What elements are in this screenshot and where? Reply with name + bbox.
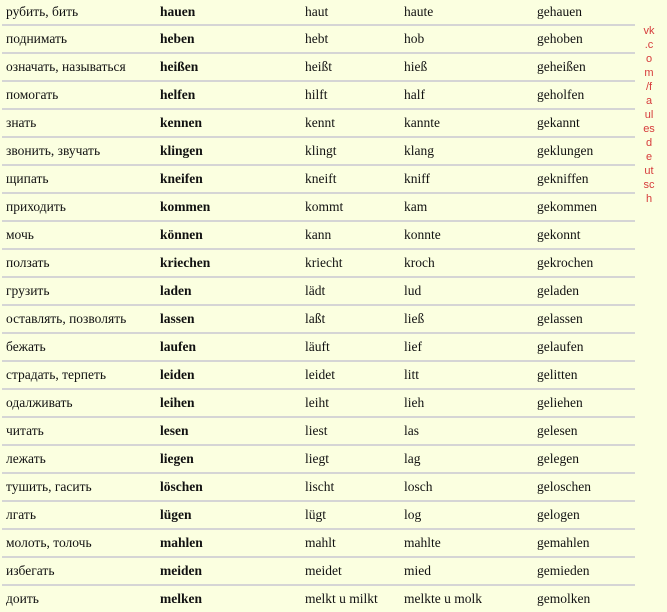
translation-cell: ползать: [2, 249, 156, 277]
present-cell: kommt: [301, 193, 400, 221]
translation-cell: лгать: [2, 501, 156, 529]
table-row: [2, 417, 635, 445]
infinitive-cell: mahlen: [156, 529, 301, 557]
translation-cell: приходить: [2, 193, 156, 221]
participle-cell: geholfen: [533, 81, 635, 109]
table-row: [2, 277, 635, 305]
present-cell: meidet: [301, 557, 400, 585]
past-cell: kam: [400, 193, 533, 221]
past-cell: kroch: [400, 249, 533, 277]
watermark-line: m: [644, 67, 654, 79]
translation-cell: лежать: [2, 445, 156, 473]
irregular-verbs-table: [2, 0, 635, 612]
infinitive-cell: heben: [156, 25, 301, 53]
infinitive-cell: laden: [156, 277, 301, 305]
watermark-line: a: [645, 95, 653, 107]
present-cell: hilft: [301, 81, 400, 109]
table-row: [2, 0, 635, 25]
translation-cell: звонить, звучать: [2, 137, 156, 165]
translation-cell: помогать: [2, 81, 156, 109]
past-cell: lief: [400, 333, 533, 361]
present-cell: leidet: [301, 361, 400, 389]
translation-cell: доить: [2, 585, 156, 612]
participle-cell: geliehen: [533, 389, 635, 417]
table-row: [2, 109, 635, 137]
present-cell: melkt u milkt: [301, 585, 400, 612]
participle-cell: gelegen: [533, 445, 635, 473]
infinitive-cell: kriechen: [156, 249, 301, 277]
past-cell: log: [400, 501, 533, 529]
participle-cell: gemahlen: [533, 529, 635, 557]
participle-cell: gelogen: [533, 501, 635, 529]
table-row: [2, 81, 635, 109]
watermark-line: ul: [644, 109, 654, 121]
participle-cell: gelaufen: [533, 333, 635, 361]
infinitive-cell: kneifen: [156, 165, 301, 193]
infinitive-cell: lügen: [156, 501, 301, 529]
present-cell: liest: [301, 417, 400, 445]
past-cell: hob: [400, 25, 533, 53]
participle-cell: gekannt: [533, 109, 635, 137]
infinitive-cell: klingen: [156, 137, 301, 165]
translation-cell: рубить, бить: [2, 0, 156, 25]
infinitive-cell: lassen: [156, 305, 301, 333]
watermark-line: h: [645, 193, 653, 205]
translation-cell: молоть, толочь: [2, 529, 156, 557]
infinitive-cell: lesen: [156, 417, 301, 445]
translation-cell: читать: [2, 417, 156, 445]
table-row: [2, 305, 635, 333]
infinitive-cell: löschen: [156, 473, 301, 501]
table-row: [2, 137, 635, 165]
participle-cell: gemolken: [533, 585, 635, 612]
present-cell: kann: [301, 221, 400, 249]
translation-cell: страдать, терпеть: [2, 361, 156, 389]
present-cell: läuft: [301, 333, 400, 361]
infinitive-cell: können: [156, 221, 301, 249]
present-cell: liegt: [301, 445, 400, 473]
past-cell: lieh: [400, 389, 533, 417]
watermark-line: sc: [643, 179, 655, 191]
participle-cell: gekommen: [533, 193, 635, 221]
past-cell: mahlte: [400, 529, 533, 557]
infinitive-cell: kommen: [156, 193, 301, 221]
table-row: [2, 333, 635, 361]
past-cell: haute: [400, 0, 533, 25]
participle-cell: geladen: [533, 277, 635, 305]
translation-cell: щипать: [2, 165, 156, 193]
infinitive-cell: kennen: [156, 109, 301, 137]
watermark-line: vk: [643, 25, 655, 37]
participle-cell: geheißen: [533, 53, 635, 81]
translation-cell: оставлять, позволять: [2, 305, 156, 333]
present-cell: heißt: [301, 53, 400, 81]
past-cell: litt: [400, 361, 533, 389]
participle-cell: gelesen: [533, 417, 635, 445]
table-row: [2, 221, 635, 249]
past-cell: kniff: [400, 165, 533, 193]
past-cell: kannte: [400, 109, 533, 137]
past-cell: mied: [400, 557, 533, 585]
table-row: [2, 53, 635, 81]
infinitive-cell: meiden: [156, 557, 301, 585]
table-row: [2, 249, 635, 277]
participle-cell: geklungen: [533, 137, 635, 165]
table-row: [2, 361, 635, 389]
past-cell: konnte: [400, 221, 533, 249]
past-cell: losch: [400, 473, 533, 501]
translation-cell: тушить, гасить: [2, 473, 156, 501]
participle-cell: gekrochen: [533, 249, 635, 277]
watermark-line: d: [645, 137, 653, 149]
table-row: [2, 389, 635, 417]
present-cell: laßt: [301, 305, 400, 333]
past-cell: lag: [400, 445, 533, 473]
watermark-line: o: [645, 53, 653, 65]
participle-cell: gelitten: [533, 361, 635, 389]
watermark-line: es: [643, 123, 655, 135]
table-row: [2, 445, 635, 473]
watermark-line: .c: [644, 39, 654, 51]
translation-cell: поднимать: [2, 25, 156, 53]
translation-cell: мочь: [2, 221, 156, 249]
table-row: [2, 473, 635, 501]
table-row: [2, 557, 635, 585]
verb-table-body: [2, 0, 635, 612]
table-row: [2, 529, 635, 557]
present-cell: hebt: [301, 25, 400, 53]
table-row: [2, 585, 635, 612]
translation-cell: означать, называться: [2, 53, 156, 81]
watermark-line: /f: [645, 81, 653, 93]
present-cell: klingt: [301, 137, 400, 165]
present-cell: lädt: [301, 277, 400, 305]
present-cell: haut: [301, 0, 400, 25]
participle-cell: gelassen: [533, 305, 635, 333]
table-row: [2, 25, 635, 53]
translation-cell: грузить: [2, 277, 156, 305]
infinitive-cell: melken: [156, 585, 301, 612]
translation-cell: избегать: [2, 557, 156, 585]
infinitive-cell: laufen: [156, 333, 301, 361]
past-cell: hieß: [400, 53, 533, 81]
infinitive-cell: hauen: [156, 0, 301, 25]
past-cell: melkte u molk: [400, 585, 533, 612]
past-cell: lud: [400, 277, 533, 305]
present-cell: kneift: [301, 165, 400, 193]
watermark-line: ut: [644, 165, 654, 177]
infinitive-cell: leihen: [156, 389, 301, 417]
participle-cell: gemieden: [533, 557, 635, 585]
vk-watermark: [641, 24, 657, 206]
translation-cell: бежать: [2, 333, 156, 361]
present-cell: kriecht: [301, 249, 400, 277]
watermark-line: e: [645, 151, 653, 163]
participle-cell: geloschen: [533, 473, 635, 501]
translation-cell: знать: [2, 109, 156, 137]
participle-cell: gekniffen: [533, 165, 635, 193]
table-row: [2, 165, 635, 193]
present-cell: mahlt: [301, 529, 400, 557]
participle-cell: gehauen: [533, 0, 635, 25]
present-cell: kennt: [301, 109, 400, 137]
infinitive-cell: liegen: [156, 445, 301, 473]
past-cell: ließ: [400, 305, 533, 333]
participle-cell: gehoben: [533, 25, 635, 53]
past-cell: half: [400, 81, 533, 109]
past-cell: las: [400, 417, 533, 445]
present-cell: lischt: [301, 473, 400, 501]
participle-cell: gekonnt: [533, 221, 635, 249]
infinitive-cell: helfen: [156, 81, 301, 109]
past-cell: klang: [400, 137, 533, 165]
table-row: [2, 501, 635, 529]
translation-cell: одалживать: [2, 389, 156, 417]
present-cell: lügt: [301, 501, 400, 529]
infinitive-cell: heißen: [156, 53, 301, 81]
infinitive-cell: leiden: [156, 361, 301, 389]
table-row: [2, 193, 635, 221]
present-cell: leiht: [301, 389, 400, 417]
